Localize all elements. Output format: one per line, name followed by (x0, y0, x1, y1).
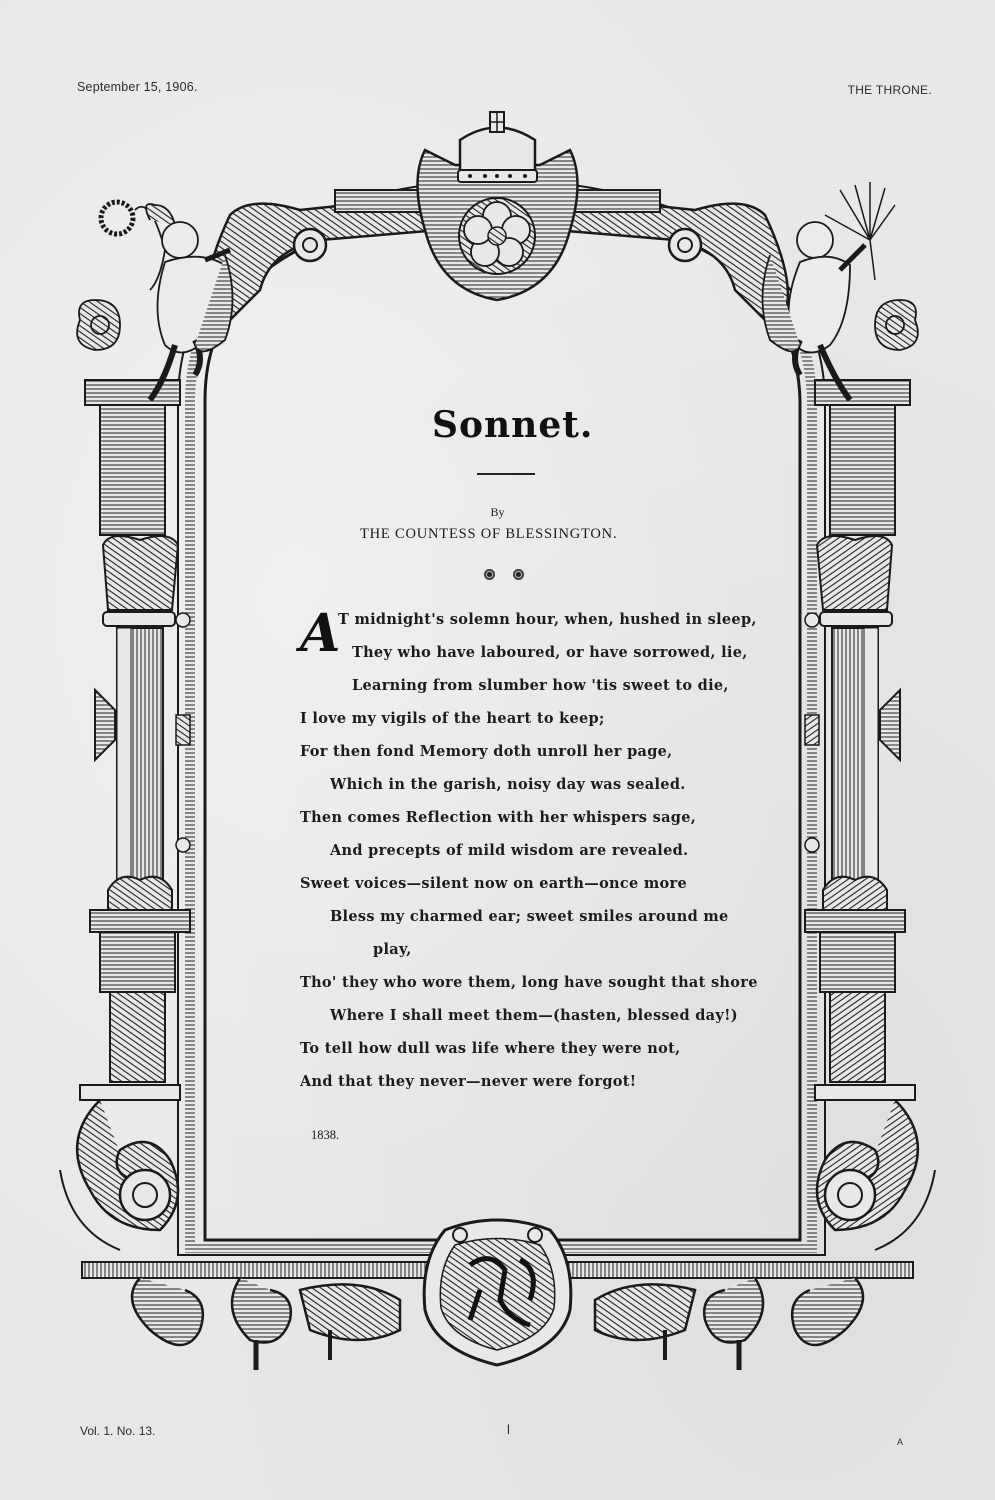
poem-line: Learning from slumber how 'tis sweet to die, (352, 677, 729, 694)
volume-number: Vol. 1. No. 13. (80, 1424, 156, 1438)
poem-line: To tell how dull was life where they were not, (300, 1040, 681, 1057)
poem-year: 1838. (311, 1128, 340, 1142)
poem-author: THE COUNTESS OF BLESSINGTON. (360, 526, 618, 542)
poem-line: Which in the garish, noisy day was sealed. (330, 776, 686, 793)
left-cherub-icon (77, 202, 232, 400)
poem-line: T midnight's solemn hour, when, hushed in sleep, (338, 611, 757, 628)
poem-line: And precepts of mild wisdom are revealed. (330, 842, 689, 859)
page-mark: l (507, 1422, 510, 1437)
poem-line: Sweet voices—silent now on earth—once more (300, 875, 687, 892)
lion-shield-icon (424, 1220, 571, 1365)
poem-line: For then fond Memory doth unroll her page, (300, 743, 673, 760)
poem-line: And that they never—never were forgot! (300, 1073, 637, 1090)
drop-cap: A (300, 603, 341, 664)
fleuron-icon (484, 569, 495, 580)
poem-line: Bless my charmed ear; sweet smiles around me (330, 908, 729, 925)
byline: By (490, 505, 505, 519)
poem-line: Then comes Reflection with her whispers sage, (300, 809, 697, 826)
fleuron-icon (513, 569, 524, 580)
poem-line: They who have laboured, or have sorrowed, lie, (352, 644, 748, 661)
poem-line: I love my vigils of the heart to keep; (300, 710, 605, 727)
poem-title: Sonnet. (432, 404, 594, 446)
poem-line: Where I shall meet them—(hasten, blessed day!) (330, 1007, 738, 1024)
issue-date: September 15, 1906. (77, 80, 198, 94)
publication-name: THE THRONE. (847, 83, 932, 97)
poem-line: Tho' they who wore them, long have sought that shore (300, 974, 758, 991)
crown-rose-crest-icon (418, 112, 578, 300)
signature-mark: A (897, 1437, 904, 1447)
title-rule (477, 473, 535, 475)
fleuron-ornaments (484, 569, 524, 580)
poem-line: play, (373, 941, 412, 958)
